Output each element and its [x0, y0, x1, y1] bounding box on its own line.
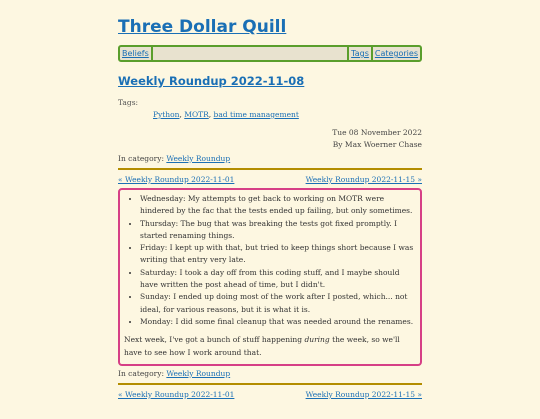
category-link[interactable]: Weekly Roundup	[166, 369, 231, 378]
closing-emphasis: during	[304, 335, 330, 345]
site-title	[118, 14, 422, 40]
prev-post-link[interactable]: « Weekly Roundup 2022-11-01	[118, 390, 235, 399]
next-post-link[interactable]: Weekly Roundup 2022-11-15 »	[305, 175, 422, 184]
category-line-bottom	[118, 368, 422, 380]
nav-tags-link[interactable]: Tags	[351, 49, 369, 58]
roundup-list	[124, 193, 416, 328]
tags-list: Python, MOTR, bad time management	[153, 110, 299, 119]
divider	[118, 383, 422, 385]
category-link[interactable]: Weekly Roundup	[166, 154, 231, 163]
page	[118, 14, 422, 401]
list-item: • Monday: I did some final cleanup that was needed around the renames.	[140, 316, 416, 328]
category-line-top	[118, 153, 422, 165]
post-author: By Max Woerner Chase	[332, 140, 422, 149]
divider	[118, 168, 422, 170]
site-title-link[interactable]: Three Dollar Quill	[118, 17, 287, 37]
post-date: Tue 08 November 2022	[332, 128, 422, 137]
nav-categories-link[interactable]: Categories	[374, 49, 418, 58]
tag-link-motr[interactable]: MOTR	[184, 110, 209, 119]
closing-text-end: the week, so we'll have to see how I work around that.	[124, 335, 400, 357]
tag-link-bad-time-management[interactable]: bad time management	[213, 110, 299, 119]
category-prefix: In category:	[118, 369, 164, 378]
pager-bottom	[118, 389, 422, 401]
list-item: • Thursday: The bug that was breaking the tests got fixed promptly. I started renaming things.	[140, 218, 416, 243]
next-post-link[interactable]: Weekly Roundup 2022-11-15 »	[305, 390, 422, 399]
navbar	[118, 45, 422, 62]
category-prefix: In category:	[118, 154, 164, 163]
list-item: • Friday: I kept up with that, but tried to keep things short because I was writing that entry very late.	[140, 242, 416, 267]
prev-post-link[interactable]: « Weekly Roundup 2022-11-01	[118, 175, 235, 184]
tags-label: Tags:	[118, 98, 139, 107]
pager-top	[118, 174, 422, 186]
list-item: • Sunday: I ended up doing most of the work after I posted, which... not ideal, for various reasons, but it is what it is.	[140, 291, 416, 316]
post-title-link[interactable]: Weekly Roundup 2022-11-08	[118, 74, 305, 88]
list-item: • Wednesday: My attempts to get back to working on MOTR were hindered by the fac that the tests ended up failing, but only sometimes.	[140, 193, 416, 218]
nav-beliefs-link[interactable]: Beliefs	[122, 49, 149, 58]
tag-link-python[interactable]: Python	[153, 110, 180, 119]
post-title	[118, 72, 422, 90]
post-meta	[118, 127, 422, 151]
list-item: • Saturday: I took a day off from this coding stuff, and I maybe should have written the post ahead of time, but I didn't.	[140, 267, 416, 292]
closing-paragraph	[124, 334, 416, 359]
post-content	[118, 188, 422, 366]
nav-spacer	[153, 47, 347, 60]
closing-text-start: Next week, I've got a bunch of stuff happening	[124, 335, 305, 345]
